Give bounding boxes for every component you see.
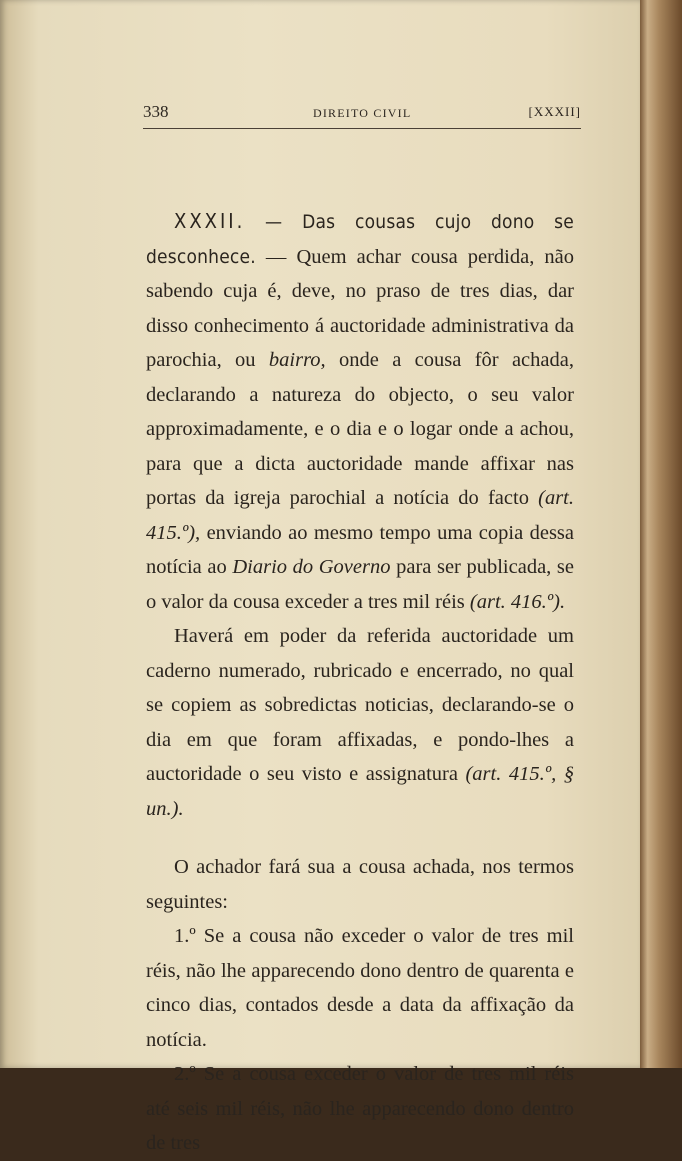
paragraph-4: 1.º Se a cousa não exceder o valor de tres mil réis, não lhe apparecendo dono dentro de quarenta e cinco dias, contados desde a data da affixação da notícia. (146, 925, 574, 1051)
p1-italic-1: bairro, (268, 349, 326, 371)
heading-dash: — (245, 211, 303, 233)
paragraph-1 (146, 204, 574, 619)
p1-text-2: onde a cousa fôr achada, declarando a natureza do objecto, o seu valor approximadamente, e o dia e o logar onde a achou, para que a dicta auctoridade mande affixar nas portas da igreja parochial a notícia do facto (146, 349, 574, 509)
paragraph-5: 2.º Se a cousa exceder o valor de tres mil réis até seis mil réis, não lhe apparecendo dono dentro de tres (146, 1063, 574, 1154)
p1-text-1: — Quem achar cousa perdida, não sabendo cuja é, deve, no praso de tres dias, dar disso conhecimento á auctoridade administrativa da parochia, ou (146, 245, 574, 371)
p1-text-4: para ser publicada, se o valor da cousa exceder a tres mil réis (146, 556, 574, 613)
page-edge (640, 0, 682, 1068)
running-title: DIREITO CIVIL (313, 106, 412, 120)
p2-text-1: Haverá em poder da referida auctoridade um caderno numerado, rubricado e encerrado, no qual se copiem as sobredictas noticias, declarando-se o dia em que foram affixadas, e pondo-lhes a auctoridade o seu visto e assignatura (146, 625, 574, 785)
section-mark: [XXXII] (528, 104, 581, 119)
paragraph-2 (146, 619, 574, 826)
p1-reference-2: (art. 416.º). (469, 590, 566, 613)
p1-reference-1: (art. 415.º), (146, 487, 574, 544)
header-rule (143, 128, 581, 129)
body-text (146, 204, 574, 1161)
page-header (143, 100, 581, 124)
p2-reference-1: (art. 415.º, § un.). (146, 763, 574, 820)
section-number: XXXII. (174, 209, 246, 233)
page-number: 338 (143, 102, 169, 121)
p1-italic-2: Diario do Governo (232, 556, 391, 578)
section-heading: Das cousas cujo dono se desconhece. (146, 211, 574, 268)
paragraph-3: O achador fará sua a cousa achada, nos termos seguintes: (146, 856, 574, 913)
p1-text-3: enviando ao mesmo tempo uma copia dessa notícia ao (146, 521, 574, 578)
